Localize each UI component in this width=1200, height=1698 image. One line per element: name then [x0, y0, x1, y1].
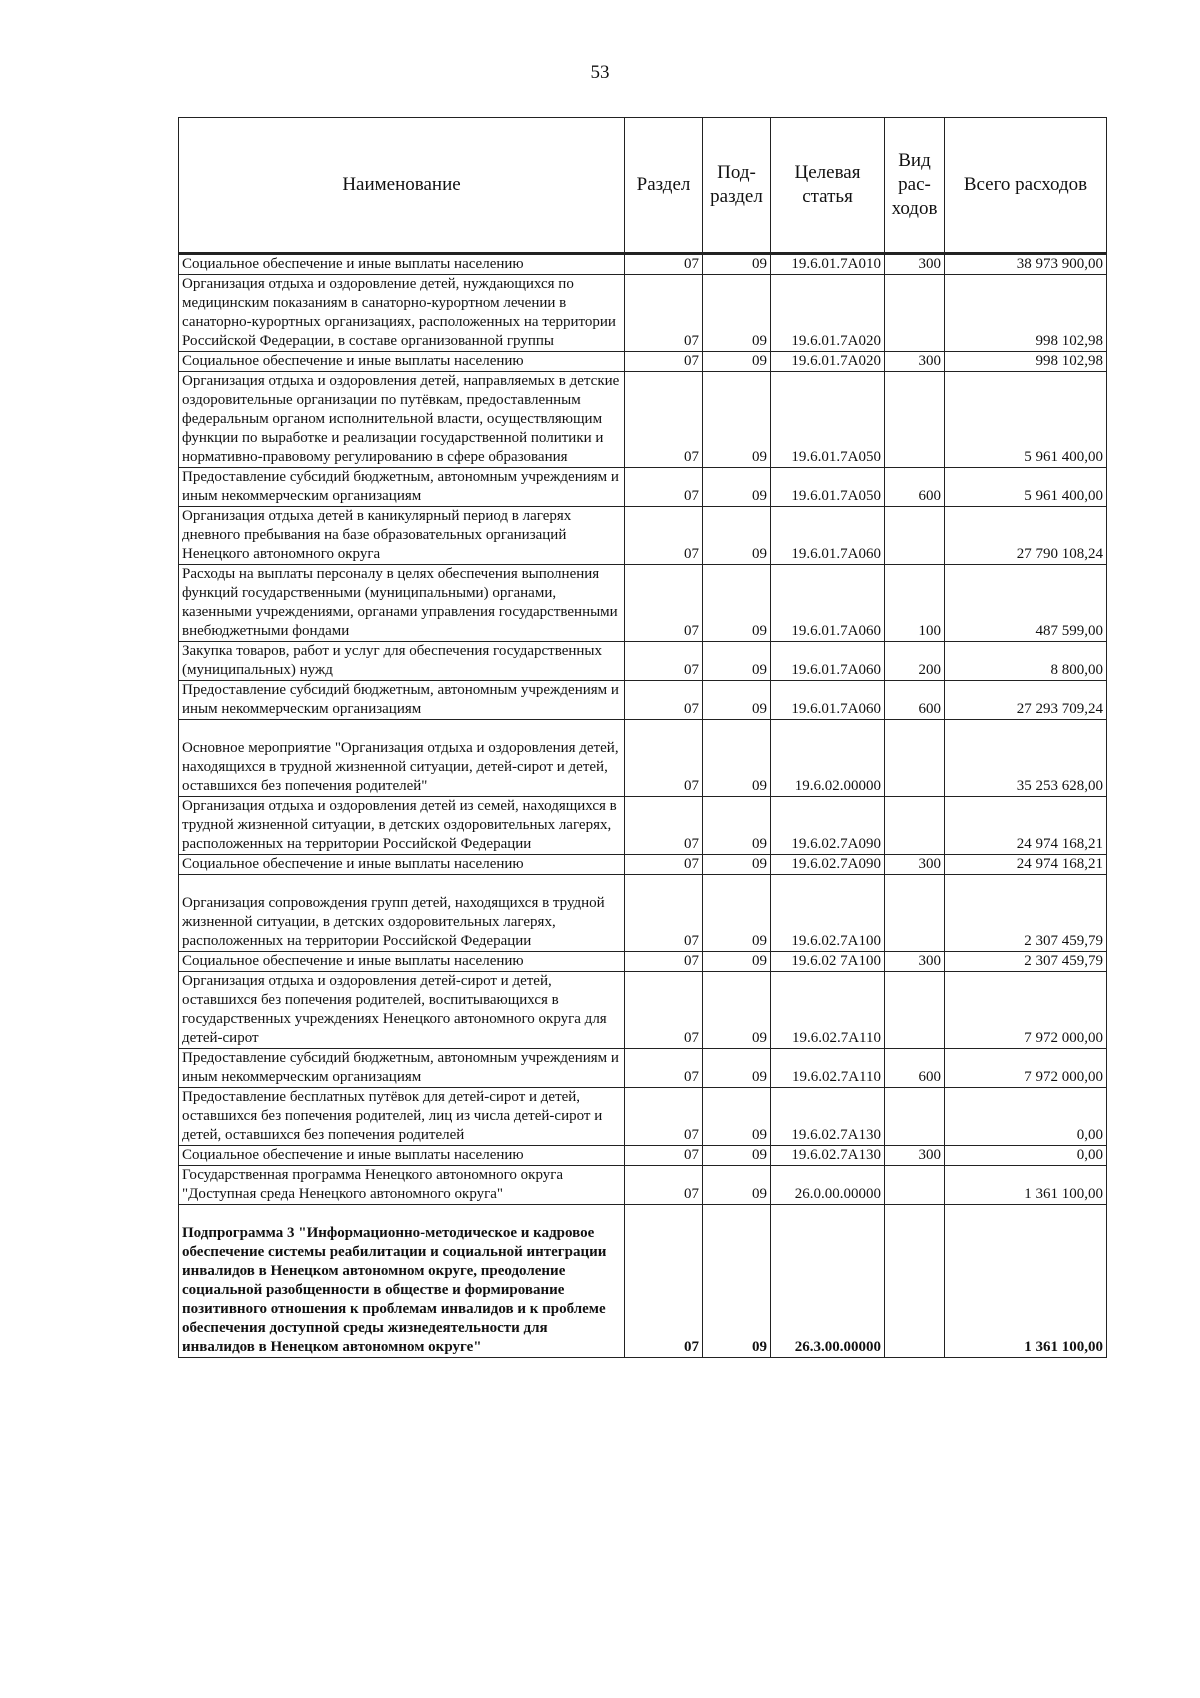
- table-row: [179, 720, 1107, 797]
- cell-kind: 300: [885, 254, 945, 275]
- cell-subsection: 09: [703, 1146, 771, 1166]
- table-header-row: [179, 118, 1107, 254]
- cell-target: 26.3.00.00000: [771, 1205, 885, 1358]
- cell-kind: 300: [885, 1146, 945, 1166]
- cell-section: 07: [625, 720, 703, 797]
- cell-total: 5 961 400,00: [945, 372, 1107, 468]
- cell-kind: 300: [885, 352, 945, 372]
- header-name: Наименование: [179, 118, 625, 254]
- cell-name: Социальное обеспечение и иные выплаты населению: [179, 352, 625, 372]
- cell-subsection: 09: [703, 468, 771, 507]
- cell-name: Основное мероприятие "Организация отдыха и оздоровления детей, находящихся в трудной жизненной ситуации, детей-сирот и детей, оставшихся без попечения родителей": [179, 720, 625, 797]
- table-row: [179, 1205, 1107, 1358]
- table-row: [179, 681, 1107, 720]
- cell-name: Организация отдыха детей в каникулярный период в лагерях дневного пребывания на базе образовательных организаций Ненецкого автономного округа: [179, 507, 625, 565]
- cell-subsection: 09: [703, 642, 771, 681]
- cell-total: 5 961 400,00: [945, 468, 1107, 507]
- cell-name: Организация отдыха и оздоровления детей, направляемых в детские оздоровительные организации по путёвкам, предоставленным федеральным органом исполнительной власти, осуществляющим функции по выработке и реализации государственной политики и нормативно-правовому регулированию в сфере образования: [179, 372, 625, 468]
- table-body: [179, 254, 1107, 1358]
- cell-subsection: 09: [703, 855, 771, 875]
- cell-total: 998 102,98: [945, 275, 1107, 352]
- table-row: [179, 352, 1107, 372]
- cell-name: Социальное обеспечение и иные выплаты населению: [179, 254, 625, 275]
- cell-target: 19.6.01.7А050: [771, 372, 885, 468]
- cell-total: 7 972 000,00: [945, 972, 1107, 1049]
- cell-section: 07: [625, 468, 703, 507]
- cell-section: 07: [625, 565, 703, 642]
- cell-subsection: 09: [703, 254, 771, 275]
- cell-name: Организация отдыха и оздоровление детей, нуждающихся по медицинским показаниям в санаторно-курортном лечении в санаторно-курортных организациях, расположенных на территории Российской Федерации, в составе организованной группы: [179, 275, 625, 352]
- cell-section: 07: [625, 507, 703, 565]
- cell-kind: [885, 720, 945, 797]
- cell-total: 38 973 900,00: [945, 254, 1107, 275]
- table-row: [179, 1088, 1107, 1146]
- cell-section: 07: [625, 372, 703, 468]
- cell-total: 487 599,00: [945, 565, 1107, 642]
- cell-name: Предоставление бесплатных путёвок для детей-сирот и детей, оставшихся без попечения родителей, лиц из числа детей-сирот и детей, оставшихся без попечения родителей: [179, 1088, 625, 1146]
- cell-subsection: 09: [703, 352, 771, 372]
- table-row: [179, 972, 1107, 1049]
- cell-total: 8 800,00: [945, 642, 1107, 681]
- cell-target: 19.6.02.7А130: [771, 1146, 885, 1166]
- page-number: 53: [590, 62, 610, 83]
- table-row: [179, 952, 1107, 972]
- cell-name: Социальное обеспечение и иные выплаты населению: [179, 1146, 625, 1166]
- cell-subsection: 09: [703, 565, 771, 642]
- cell-section: 07: [625, 254, 703, 275]
- cell-name: Организация сопровождения групп детей, находящихся в трудной жизненной ситуации, в детских оздоровительных лагерях, расположенных на территории Российской Федерации: [179, 875, 625, 952]
- cell-section: 07: [625, 1088, 703, 1146]
- cell-total: 998 102,98: [945, 352, 1107, 372]
- cell-section: 07: [625, 952, 703, 972]
- table-row: [179, 468, 1107, 507]
- cell-target: 19.6.02.7А110: [771, 972, 885, 1049]
- cell-section: 07: [625, 1205, 703, 1358]
- cell-subsection: 09: [703, 275, 771, 352]
- cell-target: 19.6.01.7А060: [771, 507, 885, 565]
- cell-name: Социальное обеспечение и иные выплаты населению: [179, 855, 625, 875]
- cell-kind: 600: [885, 681, 945, 720]
- header-target: Целевая статья: [771, 118, 885, 254]
- table-row: [179, 275, 1107, 352]
- cell-kind: [885, 507, 945, 565]
- cell-kind: [885, 275, 945, 352]
- cell-subsection: 09: [703, 1088, 771, 1146]
- cell-kind: 600: [885, 1049, 945, 1088]
- cell-name: Закупка товаров, работ и услуг для обеспечения государственных (муниципальных) нужд: [179, 642, 625, 681]
- cell-name: Организация отдыха и оздоровления детей-сирот и детей, оставшихся без попечения родителей, воспитывающихся в государственных учреждениях Ненецкого автономного округа для детей-сирот: [179, 972, 625, 1049]
- cell-section: 07: [625, 1049, 703, 1088]
- cell-subsection: 09: [703, 1205, 771, 1358]
- header-section: Раздел: [625, 118, 703, 254]
- table-row: [179, 254, 1107, 275]
- cell-section: 07: [625, 972, 703, 1049]
- cell-target: 19.6.01.7А010: [771, 254, 885, 275]
- table-row: [179, 855, 1107, 875]
- table-row: [179, 1146, 1107, 1166]
- cell-kind: [885, 1205, 945, 1358]
- cell-target: 19.6.01.7А020: [771, 275, 885, 352]
- cell-kind: 300: [885, 855, 945, 875]
- cell-section: 07: [625, 875, 703, 952]
- table-row: [179, 565, 1107, 642]
- cell-section: 07: [625, 855, 703, 875]
- cell-name: Предоставление субсидий бюджетным, автономным учреждениям и иным некоммерческим организациям: [179, 1049, 625, 1088]
- cell-target: 19.6.02.7А130: [771, 1088, 885, 1146]
- cell-kind: [885, 797, 945, 855]
- cell-kind: [885, 1088, 945, 1146]
- cell-subsection: 09: [703, 875, 771, 952]
- header-subsection: Под- раздел: [703, 118, 771, 254]
- cell-kind: [885, 875, 945, 952]
- cell-kind: [885, 372, 945, 468]
- cell-subsection: 09: [703, 372, 771, 468]
- cell-section: 07: [625, 642, 703, 681]
- cell-kind: 100: [885, 565, 945, 642]
- cell-kind: [885, 1166, 945, 1205]
- cell-subsection: 09: [703, 972, 771, 1049]
- cell-target: 19.6.01.7А020: [771, 352, 885, 372]
- table-row: [179, 1166, 1107, 1205]
- cell-total: 24 974 168,21: [945, 855, 1107, 875]
- table-row: [179, 875, 1107, 952]
- cell-target: 19.6.02 7А100: [771, 952, 885, 972]
- table-row: [179, 642, 1107, 681]
- cell-target: 19.6.02.7А100: [771, 875, 885, 952]
- table-row: [179, 797, 1107, 855]
- cell-section: 07: [625, 352, 703, 372]
- cell-target: 19.6.01.7А060: [771, 642, 885, 681]
- cell-target: 19.6.01.7А060: [771, 681, 885, 720]
- cell-section: 07: [625, 275, 703, 352]
- header-kind: Вид рас- ходов: [885, 118, 945, 254]
- cell-total: 2 307 459,79: [945, 952, 1107, 972]
- cell-total: 1 361 100,00: [945, 1166, 1107, 1205]
- cell-subsection: 09: [703, 507, 771, 565]
- cell-subsection: 09: [703, 952, 771, 972]
- cell-total: 1 361 100,00: [945, 1205, 1107, 1358]
- cell-target: 26.0.00.00000: [771, 1166, 885, 1205]
- cell-section: 07: [625, 1146, 703, 1166]
- cell-kind: 600: [885, 468, 945, 507]
- cell-target: 19.6.02.7А090: [771, 797, 885, 855]
- cell-total: 0,00: [945, 1088, 1107, 1146]
- cell-kind: 200: [885, 642, 945, 681]
- table-row: [179, 1049, 1107, 1088]
- cell-name: Организация отдыха и оздоровления детей из семей, находящихся в трудной жизненной ситуации, в детских оздоровительных лагерях, расположенных на территории Российской Федерации: [179, 797, 625, 855]
- cell-target: 19.6.01.7А060: [771, 565, 885, 642]
- cell-total: 35 253 628,00: [945, 720, 1107, 797]
- cell-subsection: 09: [703, 1166, 771, 1205]
- cell-target: 19.6.02.00000: [771, 720, 885, 797]
- table-row: [179, 372, 1107, 468]
- cell-subsection: 09: [703, 1049, 771, 1088]
- cell-kind: [885, 972, 945, 1049]
- cell-section: 07: [625, 681, 703, 720]
- budget-table: [178, 117, 1107, 1358]
- cell-total: 24 974 168,21: [945, 797, 1107, 855]
- cell-name: Предоставление субсидий бюджетным, автономным учреждениям и иным некоммерческим организациям: [179, 468, 625, 507]
- cell-subsection: 09: [703, 720, 771, 797]
- cell-subsection: 09: [703, 797, 771, 855]
- cell-target: 19.6.02.7А110: [771, 1049, 885, 1088]
- cell-section: 07: [625, 1166, 703, 1205]
- table-row: [179, 507, 1107, 565]
- cell-total: 7 972 000,00: [945, 1049, 1107, 1088]
- cell-target: 19.6.01.7А050: [771, 468, 885, 507]
- cell-total: 27 790 108,24: [945, 507, 1107, 565]
- cell-name: Расходы на выплаты персоналу в целях обеспечения выполнения функций государственными (муниципальными) органами, казенными учреждениями, органами управления государственными внебюджетными фондами: [179, 565, 625, 642]
- cell-name: Предоставление субсидий бюджетным, автономным учреждениям и иным некоммерческим организациям: [179, 681, 625, 720]
- cell-name: Подпрограмма 3 "Информационно-методическое и кадровое обеспечение системы реабилитации и социальной интеграции инвалидов в Ненецком автономном округе, преодоление социальной разобщенности в обществе и формирование позитивного отношения к проблемам инвалидов и к проблеме обеспечения доступной среды жизнедеятельности для инвалидов в Ненецком автономном округе": [179, 1205, 625, 1358]
- cell-subsection: 09: [703, 681, 771, 720]
- cell-total: 27 293 709,24: [945, 681, 1107, 720]
- cell-name: Социальное обеспечение и иные выплаты населению: [179, 952, 625, 972]
- cell-name: Государственная программа Ненецкого автономного округа "Доступная среда Ненецкого автономного округа": [179, 1166, 625, 1205]
- cell-total: 0,00: [945, 1146, 1107, 1166]
- cell-kind: 300: [885, 952, 945, 972]
- cell-section: 07: [625, 797, 703, 855]
- header-total: Всего расходов: [945, 118, 1107, 254]
- cell-total: 2 307 459,79: [945, 875, 1107, 952]
- cell-target: 19.6.02.7А090: [771, 855, 885, 875]
